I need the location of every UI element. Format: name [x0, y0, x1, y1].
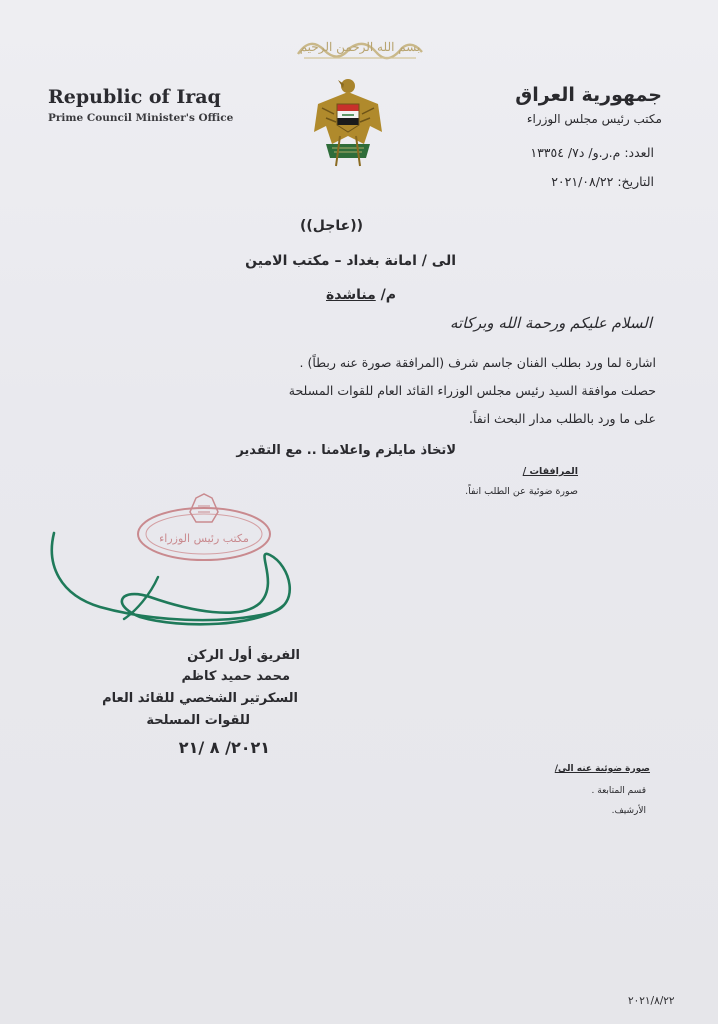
- basmala-calligraphy: [290, 30, 430, 64]
- body-paragraph-line: اشارة لما ورد بطلب الفنان جاسم شرف (المرافقة صورة عنه ربطاً) .: [299, 355, 656, 370]
- iraq-emblem-icon: [312, 74, 384, 174]
- copy-recipient-item: الأرشيف.: [611, 806, 646, 816]
- recipient-line: الى / امانة بغداد – مكتب الامين: [245, 253, 456, 269]
- attachments-label: المرافقات /: [522, 466, 578, 477]
- urgent-marker: ((عاجل)): [300, 218, 363, 234]
- copy-recipient-item: قسم المتابعة .: [591, 786, 646, 796]
- signatory-rank: الفريق أول الركن: [187, 648, 300, 663]
- subject-prefix: م/: [380, 287, 396, 303]
- letter-date: التاريخ: ٢٠٢١/٠٨/٢٢: [551, 174, 654, 189]
- svg-text:بسم الله الرحمن الرحيم: بسم الله الرحمن الرحيم: [299, 40, 421, 54]
- reference-number: العدد: م.ر.و/ د٧/ ١٣٣٥٤: [530, 145, 654, 160]
- body-paragraph-line: حصلت موافقة السيد رئيس مجلس الوزراء القائد العام للقوات المسلحة: [288, 383, 656, 398]
- svg-text:مكتب رئيس الوزراء: مكتب رئيس الوزراء: [159, 532, 249, 545]
- subject-text: مناشدة: [325, 287, 376, 303]
- closing-line: لاتخاذ مايلزم واعلامنا .. مع التقدير: [236, 443, 456, 458]
- greeting: السلام عليكم ورحمة الله وبركاته: [450, 314, 652, 332]
- signature-date: ٢٠٢١/ ٨ /٢١: [178, 738, 270, 757]
- copies-label: صورة ضوئية عنه الى/: [554, 764, 650, 774]
- subject-line: [326, 287, 396, 303]
- en-country-title: Republic of Iraq: [48, 86, 221, 108]
- footer-date: ٢٠٢١/٨/٢٢: [628, 995, 675, 1007]
- signatory-title-line2: للقوات المسلحة: [146, 713, 250, 728]
- body-paragraph-line: على ما ورد بالطلب مدار البحث انفاً.: [469, 411, 656, 426]
- handwritten-signature: [40, 525, 340, 635]
- en-office-subtitle: Prime Council Minister's Office: [48, 112, 234, 124]
- ar-country-title: جمهورية العراق: [515, 84, 662, 106]
- attachment-item: صورة ضوئية عن الطلب انفاً.: [465, 486, 578, 497]
- signatory-name: محمد حميد كاظم: [181, 669, 290, 684]
- signatory-title: السكرتير الشخصي للقائد العام: [102, 691, 298, 706]
- ar-office-subtitle: مكتب رئيس مجلس الوزراء: [526, 112, 662, 126]
